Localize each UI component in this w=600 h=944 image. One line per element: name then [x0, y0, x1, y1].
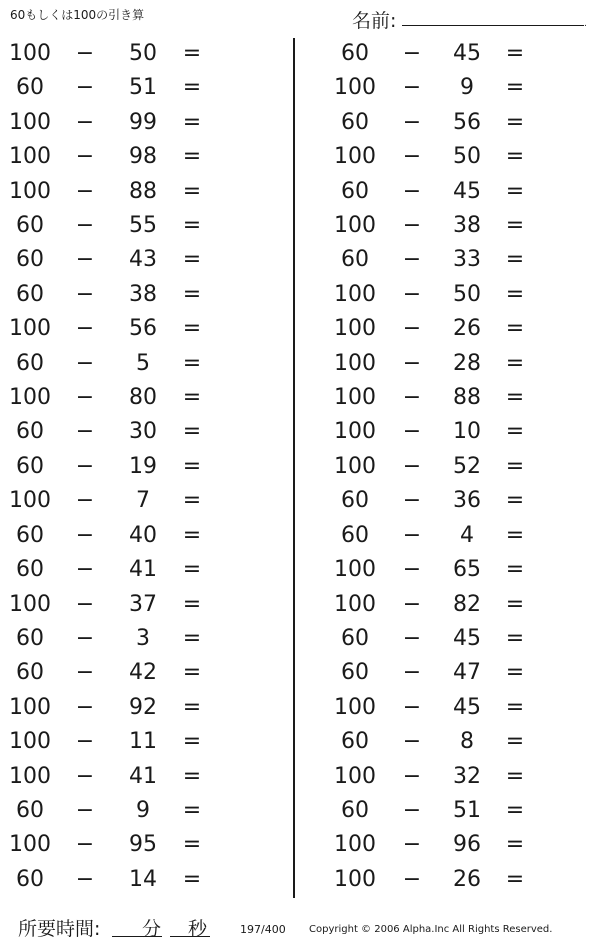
equals-sign: = [505, 832, 525, 858]
problem-row [0, 484, 270, 518]
equals-sign: = [505, 453, 525, 479]
problem-row [320, 450, 590, 484]
minus-sign: − [75, 178, 95, 204]
subtrahend: 37 [129, 591, 157, 617]
equals-sign: = [505, 797, 525, 823]
problem-row [0, 519, 270, 553]
minuend: 100 [9, 763, 51, 789]
equals-sign: = [182, 41, 202, 66]
column-divider [293, 38, 295, 898]
subtrahend: 3 [136, 625, 150, 651]
minus-sign: − [402, 797, 422, 823]
minus-sign: − [75, 144, 95, 170]
equals-sign: = [182, 591, 202, 617]
seconds-label: 秒 [188, 918, 208, 940]
minus-sign: − [75, 522, 95, 548]
minuend: 100 [334, 694, 376, 720]
problem-row [0, 691, 270, 725]
minuend: 60 [16, 213, 44, 239]
equals-sign: = [505, 41, 525, 66]
time-label: 所要時間: [18, 918, 101, 940]
equals-sign: = [505, 419, 525, 445]
subtrahend: 41 [129, 557, 157, 583]
subtrahend: 9 [460, 75, 474, 101]
problem-row [0, 140, 270, 174]
equals-sign: = [182, 109, 202, 135]
minus-sign: − [75, 488, 95, 514]
minuend: 60 [341, 41, 369, 66]
minus-sign: − [75, 453, 95, 479]
subtrahend: 36 [453, 488, 481, 514]
problem-row [0, 278, 270, 312]
minus-sign: − [402, 488, 422, 514]
minutes-label: 分 [142, 918, 162, 940]
minuend: 100 [9, 316, 51, 342]
minuend: 100 [334, 557, 376, 583]
minus-sign: − [402, 591, 422, 617]
problem-row [320, 175, 590, 209]
minus-sign: − [75, 385, 95, 411]
problem-row [320, 656, 590, 690]
subtrahend: 88 [453, 385, 481, 411]
problem-row [0, 381, 270, 415]
minuend: 100 [9, 832, 51, 858]
minus-sign: − [402, 109, 422, 135]
equals-sign: = [182, 660, 202, 686]
equals-sign: = [182, 763, 202, 789]
equals-sign: = [182, 488, 202, 514]
minuend: 100 [334, 213, 376, 239]
minus-sign: − [75, 660, 95, 686]
subtrahend: 32 [453, 763, 481, 789]
page-number: 197/400 [240, 923, 286, 936]
subtrahend: 26 [453, 316, 481, 342]
problem-row [0, 760, 270, 794]
minus-sign: − [402, 729, 422, 755]
minus-sign: − [402, 41, 422, 66]
problem-row [320, 209, 590, 243]
minuend: 100 [9, 41, 51, 66]
problem-row [0, 347, 270, 381]
problem-row [320, 312, 590, 346]
minus-sign: − [402, 832, 422, 858]
name-line[interactable] [402, 25, 584, 26]
problem-row [320, 553, 590, 587]
subtrahend: 99 [129, 109, 157, 135]
minus-sign: − [402, 213, 422, 239]
equals-sign: = [182, 350, 202, 376]
subtrahend: 56 [453, 109, 481, 135]
minuend: 60 [16, 453, 44, 479]
subtrahend: 65 [453, 557, 481, 583]
subtrahend: 33 [453, 247, 481, 273]
minus-sign: − [75, 316, 95, 342]
equals-sign: = [182, 453, 202, 479]
minus-sign: − [402, 350, 422, 376]
problem-row [320, 415, 590, 449]
minuend: 60 [341, 729, 369, 755]
subtrahend: 19 [129, 453, 157, 479]
minus-sign: − [75, 557, 95, 583]
subtrahend: 45 [453, 41, 481, 66]
minuend: 60 [16, 522, 44, 548]
subtrahend: 38 [453, 213, 481, 239]
problem-row [0, 106, 270, 140]
minuend: 100 [9, 109, 51, 135]
problem-row [0, 553, 270, 587]
minuend: 60 [16, 419, 44, 445]
minus-sign: − [75, 213, 95, 239]
minuend: 100 [9, 591, 51, 617]
subtrahend: 8 [460, 729, 474, 755]
problem-row [0, 415, 270, 449]
minus-sign: − [75, 247, 95, 273]
problem-row [0, 209, 270, 243]
equals-sign: = [505, 866, 525, 892]
equals-sign: = [505, 385, 525, 411]
worksheet-title: 60もしくは100の引き算 [10, 8, 145, 22]
problem-row [0, 622, 270, 656]
equals-sign: = [505, 625, 525, 651]
equals-sign: = [182, 557, 202, 583]
problem-row [320, 381, 590, 415]
minus-sign: − [402, 247, 422, 273]
minuend: 100 [334, 453, 376, 479]
equals-sign: = [182, 729, 202, 755]
subtrahend: 42 [129, 660, 157, 686]
minuend: 60 [341, 522, 369, 548]
equals-sign: = [182, 522, 202, 548]
minuend: 60 [16, 281, 44, 307]
subtrahend: 30 [129, 419, 157, 445]
equals-sign: = [182, 866, 202, 892]
equals-sign: = [182, 625, 202, 651]
minus-sign: − [402, 625, 422, 651]
name-label: 名前: [352, 10, 397, 32]
minus-sign: − [402, 866, 422, 892]
problem-row [320, 519, 590, 553]
minuend: 100 [9, 178, 51, 204]
minus-sign: − [75, 763, 95, 789]
minuend: 100 [334, 350, 376, 376]
minus-sign: − [75, 75, 95, 101]
problem-row [320, 588, 590, 622]
problem-row [0, 863, 270, 897]
subtrahend: 55 [129, 213, 157, 239]
problem-row [320, 243, 590, 277]
subtrahend: 50 [453, 144, 481, 170]
problem-row [320, 828, 590, 862]
minuend: 60 [16, 350, 44, 376]
equals-sign: = [182, 247, 202, 273]
minuend: 100 [9, 694, 51, 720]
equals-sign: = [182, 178, 202, 204]
subtrahend: 40 [129, 522, 157, 548]
copyright-notice: Copyright © 2006 Alpha.Inc All Rights Reserved. [309, 924, 553, 935]
subtrahend: 45 [453, 178, 481, 204]
minus-sign: − [75, 832, 95, 858]
left-problem-column [0, 37, 270, 897]
problem-row [0, 794, 270, 828]
equals-sign: = [182, 385, 202, 411]
minuend: 60 [16, 75, 44, 101]
problem-row [320, 37, 590, 71]
minus-sign: − [402, 385, 422, 411]
subtrahend: 50 [453, 281, 481, 307]
subtrahend: 26 [453, 866, 481, 892]
minuend: 60 [341, 625, 369, 651]
equals-sign: = [505, 763, 525, 789]
minuend: 100 [334, 316, 376, 342]
equals-sign: = [505, 213, 525, 239]
subtrahend: 28 [453, 350, 481, 376]
subtrahend: 47 [453, 660, 481, 686]
minus-sign: − [402, 281, 422, 307]
subtrahend: 52 [453, 453, 481, 479]
minus-sign: − [402, 75, 422, 101]
problem-row [320, 863, 590, 897]
equals-sign: = [182, 419, 202, 445]
subtrahend: 98 [129, 144, 157, 170]
subtrahend: 50 [129, 41, 157, 66]
equals-sign: = [505, 144, 525, 170]
problem-row [0, 37, 270, 71]
equals-sign: = [182, 281, 202, 307]
minuend: 60 [341, 660, 369, 686]
problem-row [320, 140, 590, 174]
minus-sign: − [402, 763, 422, 789]
minuend: 100 [334, 591, 376, 617]
equals-sign: = [182, 316, 202, 342]
problem-row [320, 760, 590, 794]
subtrahend: 80 [129, 385, 157, 411]
problem-row [0, 656, 270, 690]
problem-row [0, 828, 270, 862]
minuend: 60 [16, 660, 44, 686]
subtrahend: 88 [129, 178, 157, 204]
subtrahend: 43 [129, 247, 157, 273]
minus-sign: − [75, 625, 95, 651]
minus-sign: − [75, 281, 95, 307]
subtrahend: 38 [129, 281, 157, 307]
name-line-dot: . [584, 19, 587, 29]
subtrahend: 14 [129, 866, 157, 892]
problem-row [0, 71, 270, 105]
subtrahend: 10 [453, 419, 481, 445]
equals-sign: = [505, 694, 525, 720]
minus-sign: − [402, 419, 422, 445]
equals-sign: = [182, 75, 202, 101]
problem-row [0, 312, 270, 346]
minuend: 100 [9, 729, 51, 755]
equals-sign: = [505, 350, 525, 376]
problem-row [320, 347, 590, 381]
minuend: 100 [334, 281, 376, 307]
minus-sign: − [75, 109, 95, 135]
problem-row [320, 71, 590, 105]
equals-sign: = [505, 729, 525, 755]
problem-row [0, 588, 270, 622]
right-problem-column [320, 37, 590, 897]
minus-sign: − [402, 557, 422, 583]
minus-sign: − [402, 453, 422, 479]
equals-sign: = [505, 488, 525, 514]
problem-row [320, 794, 590, 828]
minus-sign: − [75, 694, 95, 720]
minuend: 60 [341, 247, 369, 273]
minus-sign: − [402, 522, 422, 548]
equals-sign: = [505, 178, 525, 204]
minus-sign: − [402, 144, 422, 170]
problem-row [0, 450, 270, 484]
minuend: 100 [9, 385, 51, 411]
subtrahend: 51 [453, 797, 481, 823]
minuend: 100 [334, 763, 376, 789]
minus-sign: − [75, 591, 95, 617]
subtrahend: 82 [453, 591, 481, 617]
minus-sign: − [75, 866, 95, 892]
minus-sign: − [402, 178, 422, 204]
minuend: 60 [341, 178, 369, 204]
equals-sign: = [505, 109, 525, 135]
subtrahend: 45 [453, 625, 481, 651]
minus-sign: − [75, 729, 95, 755]
subtrahend: 92 [129, 694, 157, 720]
minus-sign: − [75, 41, 95, 66]
minuend: 100 [334, 385, 376, 411]
equals-sign: = [505, 522, 525, 548]
equals-sign: = [505, 75, 525, 101]
equals-sign: = [182, 144, 202, 170]
subtrahend: 51 [129, 75, 157, 101]
subtrahend: 11 [129, 729, 157, 755]
minus-sign: − [402, 316, 422, 342]
equals-sign: = [505, 281, 525, 307]
subtrahend: 41 [129, 763, 157, 789]
minuend: 60 [16, 247, 44, 273]
equals-sign: = [182, 797, 202, 823]
minuend: 60 [341, 109, 369, 135]
minuend: 60 [341, 488, 369, 514]
minus-sign: − [75, 419, 95, 445]
problem-row [0, 243, 270, 277]
minuend: 60 [16, 797, 44, 823]
problem-row [0, 175, 270, 209]
minus-sign: − [75, 350, 95, 376]
minuend: 60 [16, 866, 44, 892]
subtrahend: 7 [136, 488, 150, 514]
equals-sign: = [505, 660, 525, 686]
minuend: 100 [9, 488, 51, 514]
minuend: 100 [334, 832, 376, 858]
subtrahend: 9 [136, 797, 150, 823]
minuend: 60 [341, 797, 369, 823]
minuend: 100 [9, 144, 51, 170]
subtrahend: 4 [460, 522, 474, 548]
problem-row [0, 725, 270, 759]
equals-sign: = [505, 557, 525, 583]
problem-row [320, 691, 590, 725]
problem-row [320, 725, 590, 759]
equals-sign: = [182, 694, 202, 720]
minuend: 60 [16, 625, 44, 651]
subtrahend: 95 [129, 832, 157, 858]
problem-row [320, 622, 590, 656]
equals-sign: = [505, 316, 525, 342]
minus-sign: − [402, 660, 422, 686]
equals-sign: = [505, 247, 525, 273]
problem-row [320, 278, 590, 312]
minuend: 100 [334, 75, 376, 101]
minus-sign: − [402, 694, 422, 720]
minuend: 100 [334, 419, 376, 445]
equals-sign: = [182, 832, 202, 858]
minuend: 100 [334, 144, 376, 170]
problem-row [320, 106, 590, 140]
subtrahend: 45 [453, 694, 481, 720]
equals-sign: = [182, 213, 202, 239]
subtrahend: 56 [129, 316, 157, 342]
minuend: 60 [16, 557, 44, 583]
minuend: 100 [334, 866, 376, 892]
problem-row [320, 484, 590, 518]
subtrahend: 5 [136, 350, 150, 376]
equals-sign: = [505, 591, 525, 617]
subtrahend: 96 [453, 832, 481, 858]
minus-sign: − [75, 797, 95, 823]
